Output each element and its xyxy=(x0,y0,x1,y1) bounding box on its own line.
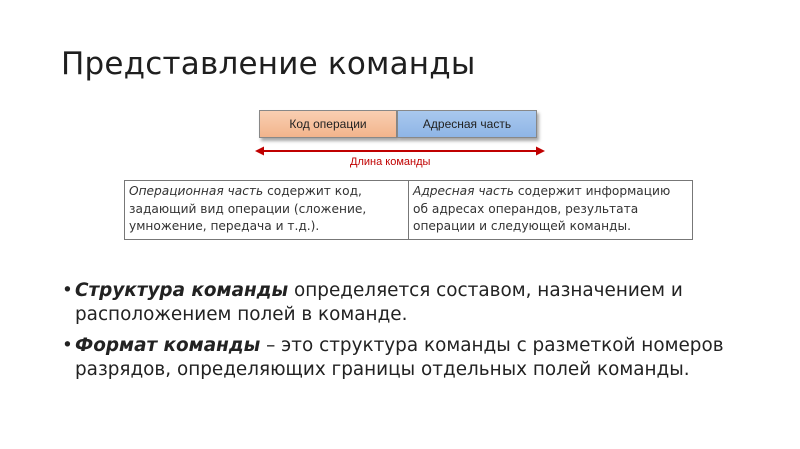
address-part-field xyxy=(397,110,537,138)
operation-part-text: содержит код, задающий вид операции (сложение, умножение, передача и т.д.). xyxy=(129,184,367,233)
op-code-field xyxy=(259,110,397,138)
bullet-list xyxy=(62,279,782,389)
list-item xyxy=(62,279,782,327)
command-length-label: Длина команды xyxy=(350,156,431,168)
bullet-text: определяется составом, назначением и расположением полей в команде. xyxy=(75,280,683,325)
address-part-text: содержит информацию об адресах операндов, результата операции и следующей команды. xyxy=(413,184,671,233)
bullet-term: Структура команды xyxy=(75,280,289,301)
list-item xyxy=(62,334,782,382)
description-table xyxy=(124,180,693,240)
op-code-label: Код операции xyxy=(289,117,367,131)
address-part-label: Адресная часть xyxy=(422,117,512,131)
table-row xyxy=(125,181,693,240)
slide-title: Представление команды xyxy=(61,46,476,82)
bullet-text: – это структура команды с разметкой номеров разрядов, определяющих границы отдельных полей команды. xyxy=(75,335,724,380)
address-part-term: Адресная часть xyxy=(413,184,514,198)
operation-part-cell xyxy=(125,181,409,240)
bullet-term: Формат команды xyxy=(75,335,261,356)
operation-part-term: Операционная часть xyxy=(129,184,264,198)
address-part-cell xyxy=(409,181,693,240)
